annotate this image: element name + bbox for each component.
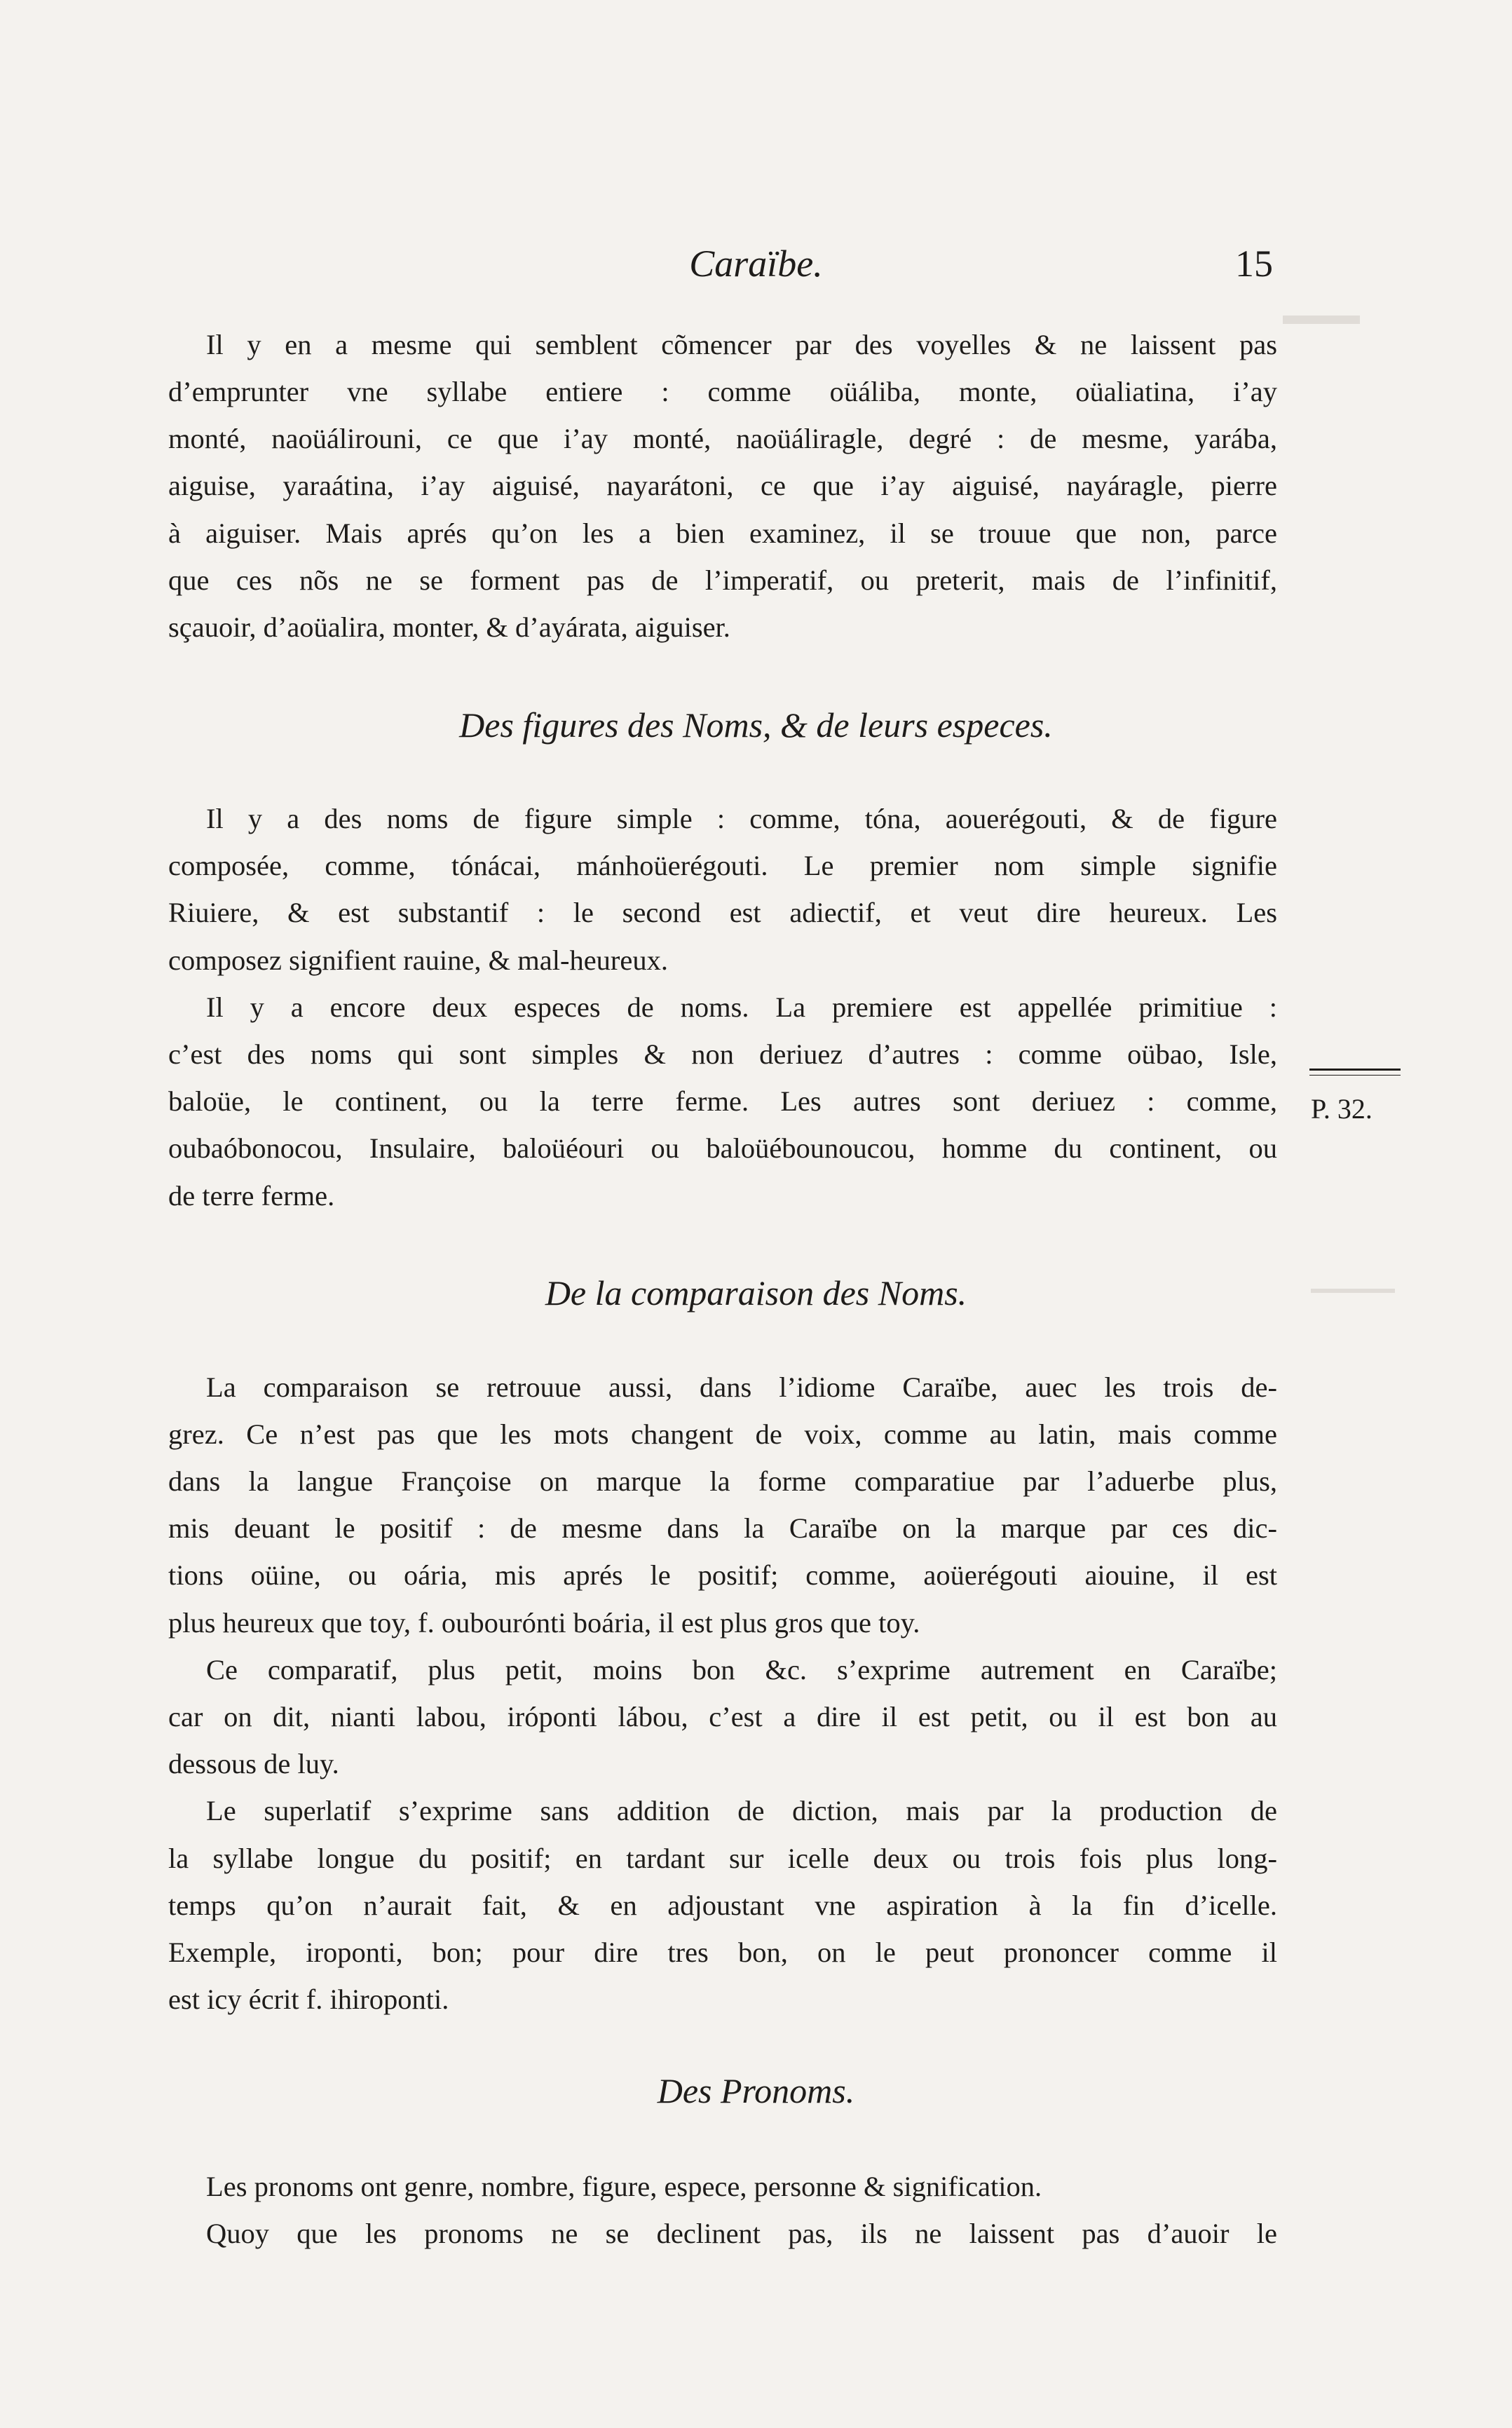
margin-rule bbox=[1309, 1069, 1401, 1076]
show-through-shade bbox=[1283, 316, 1360, 324]
text-line: mis deuant le positif : de mesme dans la Caraïbe on la marque par ces dic- bbox=[168, 1512, 1277, 1544]
text-line: plus heureux que toy, f. oubourónti boária, il est plus gros que toy. bbox=[168, 1607, 920, 1639]
text-line: aiguise, yaraátina, i’ay aiguisé, nayarátoni, ce que i’ay aiguisé, nayáragle, pierre bbox=[168, 470, 1277, 501]
text-line: d’emprunter vne syllabe entiere : comme oüáliba, monte, oüaliatina, i’ay bbox=[168, 376, 1277, 407]
section-heading-figures: Des figures des Noms, & de leurs especes. bbox=[459, 705, 1053, 745]
text-line: est icy écrit f. ihiroponti. bbox=[168, 1983, 449, 2015]
text-line: Il y en a mesme qui semblent cõmencer par des voyelles & ne laissent pas bbox=[206, 329, 1277, 360]
margin-page-reference: P. 32. bbox=[1311, 1093, 1373, 1125]
section-heading-pronouns: Des Pronoms. bbox=[657, 2071, 855, 2110]
paragraph-text-store bbox=[0, 0, 1, 1]
text-line: de terre ferme. bbox=[168, 1180, 335, 1212]
text-line: Il y a des noms de figure simple : comme, tóna, aouerégouti, & de figure bbox=[206, 803, 1277, 834]
text-line: Quoy que les pronoms ne se declinent pas, ils ne laissent pas d’auoir le bbox=[206, 2218, 1277, 2249]
section-heading-comparison: De la comparaison des Noms. bbox=[545, 1273, 967, 1313]
page-number: 15 bbox=[1235, 243, 1273, 285]
text-line: composée, comme, tónácai, mánhoüerégouti. Le premier nom simple signifie bbox=[168, 850, 1277, 881]
text-line: oubaóbonocou, Insulaire, baloüéouri ou baloüébounoucou, homme du continent, ou bbox=[168, 1132, 1277, 1164]
text-line: Il y a encore deux especes de noms. La premiere est appellée primitiue : bbox=[206, 991, 1277, 1023]
running-header-title: Caraïbe. bbox=[689, 243, 823, 285]
text-line: temps qu’on n’aurait fait, & en adjoustant vne aspiration à la fin d’icelle. bbox=[168, 1890, 1277, 1921]
text-line: grez. Ce n’est pas que les mots changent de voix, comme au latin, mais comme bbox=[168, 1418, 1277, 1450]
text-line: Ce comparatif, plus petit, moins bon &c. s’exprime autrement en Caraïbe; bbox=[206, 1654, 1277, 1686]
text-line: à aiguiser. Mais aprés qu’on les a bien examinez, il se trouue que non, parce bbox=[168, 517, 1277, 549]
text-line: Riuiere, & est substantif : le second est adiectif, et veut dire heureux. Les bbox=[168, 897, 1277, 928]
text-line: tions oüine, ou oária, mis aprés le positif; comme, aoüerégouti aiouine, il est bbox=[168, 1559, 1277, 1591]
text-line: la syllabe longue du positif; en tardant sur icelle deux ou trois fois plus long- bbox=[168, 1843, 1277, 1874]
text-line: sçauoir, d’aoüalira, monter, & d’ayárata, aiguiser. bbox=[168, 611, 730, 643]
text-line: dessous de luy. bbox=[168, 1748, 339, 1779]
text-line: c’est des noms qui sont simples & non deriuez d’autres : comme oübao, Isle, bbox=[168, 1038, 1277, 1070]
text-line: Exemple, iroponti, bon; pour dire tres bon, on le peut prononcer comme il bbox=[168, 1937, 1277, 1968]
text-line: que ces nõs ne se forment pas de l’imperatif, ou preterit, mais de l’infinitif, bbox=[168, 564, 1277, 596]
text-line: La comparaison se retrouue aussi, dans l’idiome Caraïbe, auec les trois de- bbox=[206, 1371, 1277, 1403]
text-line: dans la langue Françoise on marque la forme comparatiue par l’aduerbe plus, bbox=[168, 1465, 1277, 1497]
text-line: composez signifient rauine, & mal-heureux. bbox=[168, 944, 669, 976]
text-line: car on dit, nianti labou, iróponti lábou, c’est a dire il est petit, ou il est bon au bbox=[168, 1701, 1277, 1732]
text-line: Les pronoms ont genre, nombre, figure, espece, personne & signification. bbox=[206, 2171, 1042, 2202]
text-line: monté, naoüálirouni, ce que i’ay monté, naoüáliragle, degré : de mesme, yarába, bbox=[168, 423, 1277, 454]
text-line: Le superlatif s’exprime sans addition de diction, mais par la production de bbox=[206, 1795, 1277, 1826]
text-line: baloüe, le continent, ou la terre ferme. Les autres sont deriuez : comme, bbox=[168, 1085, 1277, 1117]
